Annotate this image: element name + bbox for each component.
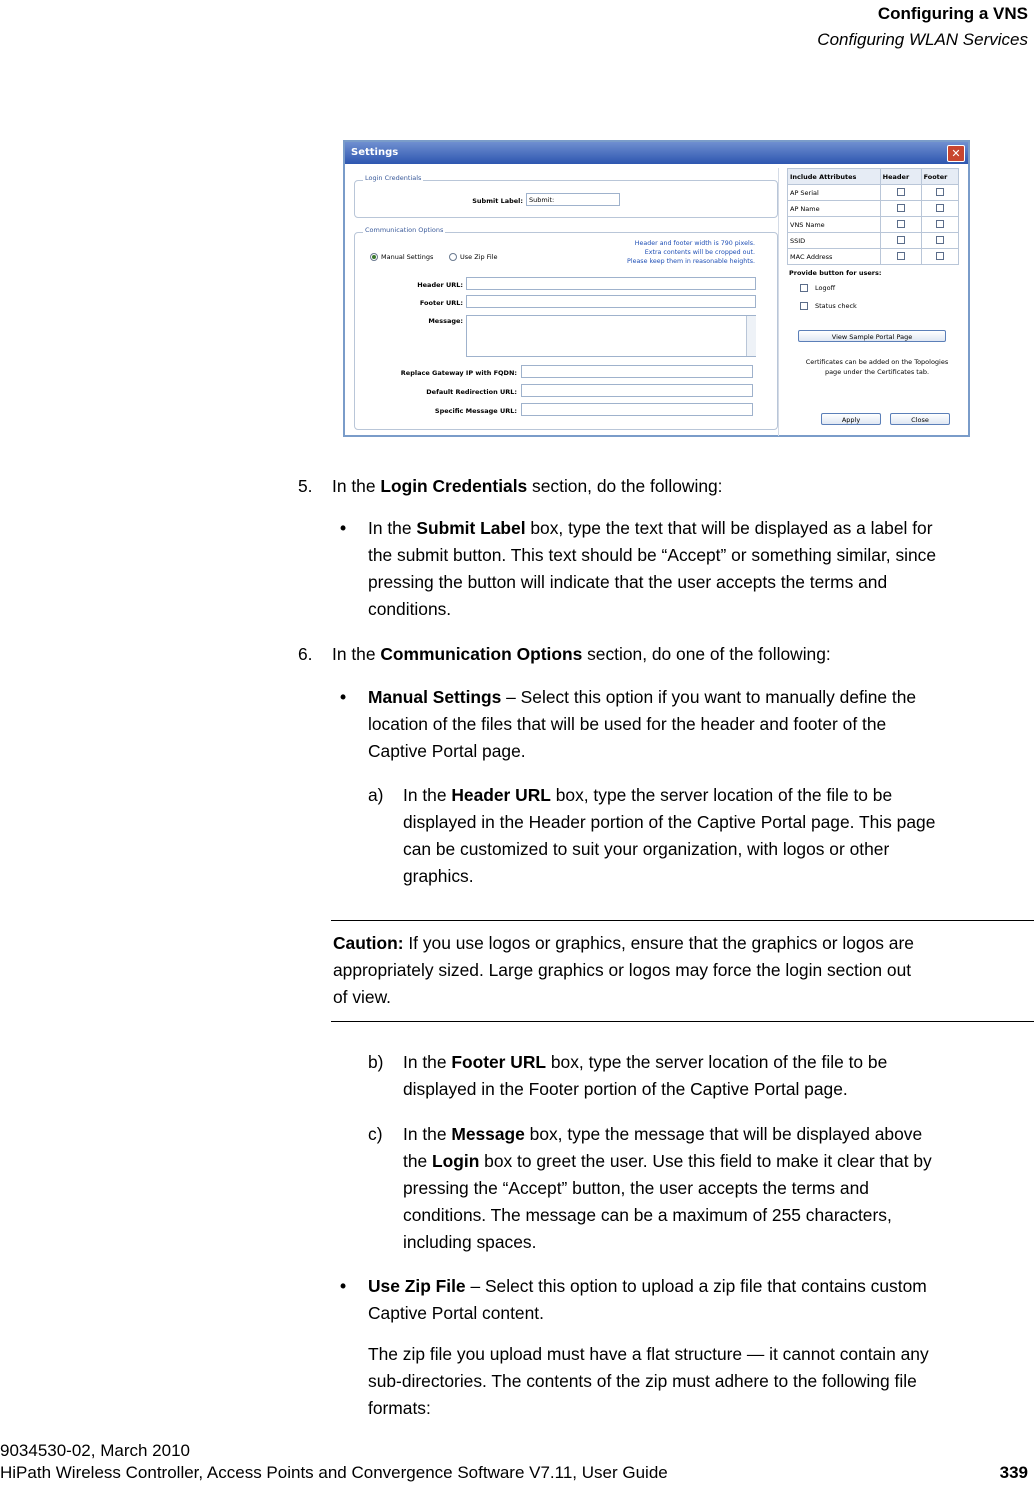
attr-header: Header	[880, 169, 921, 185]
bullet: •	[340, 518, 347, 538]
close-icon[interactable]: ✕	[947, 145, 965, 162]
substep-b-label: b)	[368, 1052, 384, 1072]
running-header-title: Configuring a VNS	[877, 4, 1028, 23]
zip-structure-line: formats:	[368, 1398, 431, 1418]
substep-c-label: c)	[368, 1124, 383, 1144]
attr-name: AP Name	[788, 201, 881, 217]
message-label: Message:	[428, 317, 463, 325]
message-scrollbar[interactable]	[746, 316, 756, 356]
footer-guide-title: HiPath Wireless Controller, Access Points and Convergence Software V7.11, User Guide	[0, 1463, 668, 1482]
footer-url-input[interactable]	[466, 295, 756, 308]
header-url-para-line: graphics.	[403, 866, 474, 886]
bullet: •	[340, 1276, 347, 1296]
login-credentials-label: Login Credentials	[365, 174, 422, 182]
bullet: •	[340, 687, 347, 707]
replace-gateway-input[interactable]	[521, 365, 753, 378]
caution-line: of view.	[333, 987, 391, 1007]
step-6-text: In the Communication Options section, do one of the following:	[332, 644, 831, 664]
zip-structure-line: The zip file you upload must have a flat structure — it cannot contain any	[368, 1344, 929, 1364]
zip-para-line: Use Zip File – Select this option to upload a zip file that contains custom	[368, 1276, 927, 1296]
replace-gateway-label: Replace Gateway IP with FQDN:	[400, 369, 517, 377]
submit-label-para-line: In the Submit Label box, type the text that will be displayed as a label for	[368, 518, 933, 538]
size-note	[565, 239, 755, 266]
logoff-checkbox[interactable]	[800, 284, 808, 292]
footer-checkbox[interactable]	[936, 204, 944, 212]
header-checkbox[interactable]	[897, 220, 905, 228]
header-url-para-line: displayed in the Header portion of the Captive Portal page. This page	[403, 812, 936, 832]
size-note-line: Extra contents will be cropped out.	[644, 249, 755, 256]
table-row	[788, 201, 959, 217]
message-para-line: the Login box to greet the user. Use this field to make it clear that by	[403, 1151, 932, 1171]
message-para-line: In the Message box, type the message that will be displayed above	[403, 1124, 923, 1144]
attr-name: AP Serial	[788, 185, 881, 201]
default-redirection-label: Default Redirection URL:	[426, 388, 517, 396]
logoff-label: Logoff	[815, 284, 836, 292]
default-redirection-input[interactable]	[521, 384, 753, 397]
footer-url-label: Footer URL:	[419, 299, 463, 307]
certificates-note-1: Certificates can be added on the Topologies	[805, 358, 949, 366]
footer-checkbox[interactable]	[936, 188, 944, 196]
step-5-text: In the Login Credentials section, do the following:	[332, 476, 723, 496]
table-row	[788, 217, 959, 233]
attr-header: Footer	[921, 169, 958, 185]
dialog-title-bar	[345, 142, 968, 164]
footer-checkbox[interactable]	[936, 252, 944, 260]
footer-doc-id: 9034530-02, March 2010	[0, 1441, 190, 1460]
running-header-subtitle: Configuring WLAN Services	[817, 30, 1028, 49]
header-url-para-line: In the Header URL box, type the server location of the file to be	[403, 785, 893, 805]
table-row	[788, 249, 959, 265]
message-textarea[interactable]	[466, 315, 756, 357]
footer-url-para-line: displayed in the Footer portion of the Captive Portal page.	[403, 1079, 848, 1099]
provide-buttons-label: Provide button for users:	[789, 269, 882, 277]
manual-settings-para-line: Captive Portal page.	[368, 741, 526, 761]
footer-checkbox[interactable]	[936, 236, 944, 244]
view-sample-portal-button[interactable]: View Sample Portal Page	[798, 330, 946, 342]
manual-settings-label: Manual Settings	[381, 253, 434, 261]
use-zip-file-radio[interactable]	[449, 253, 457, 261]
manual-settings-para-line: Manual Settings – Select this option if you want to manually define the	[368, 687, 917, 707]
submit-label-para-line: conditions.	[368, 599, 452, 619]
manual-settings-para-line: location of the files that will be used for the header and footer of the	[368, 714, 887, 734]
step-6-number: 6.	[298, 644, 313, 664]
attr-name: VNS Name	[788, 217, 881, 233]
include-attributes-table	[787, 168, 959, 265]
message-para-line: conditions. The message can be a maximum of 255 characters,	[403, 1205, 892, 1225]
zip-para-line: Captive Portal content.	[368, 1303, 544, 1323]
header-url-input[interactable]	[466, 277, 756, 290]
size-note-line: Header and footer width is 790 pixels.	[634, 240, 755, 247]
table-row	[788, 233, 959, 249]
specific-message-label: Specific Message URL:	[434, 407, 517, 415]
footer-checkbox[interactable]	[936, 220, 944, 228]
attr-name: MAC Address	[788, 249, 881, 265]
attr-header: Include Attributes	[788, 169, 881, 185]
message-para-line: pressing the “Accept” button, the user accepts the terms and	[403, 1178, 869, 1198]
status-check-label: Status check	[815, 302, 857, 310]
submit-label-para-line: the submit button. This text should be “Accept” or something similar, since	[368, 545, 937, 565]
manual-settings-radio[interactable]	[370, 253, 378, 261]
apply-button[interactable]: Apply	[821, 413, 881, 425]
use-zip-file-label: Use Zip File	[460, 253, 498, 261]
header-checkbox[interactable]	[897, 236, 905, 244]
page-number: 339	[999, 1463, 1028, 1482]
substep-a-label: a)	[368, 785, 384, 805]
submit-label-caption: Submit Label:	[472, 197, 523, 205]
footer-url-para-line: In the Footer URL box, type the server location of the file to be	[403, 1052, 888, 1072]
header-checkbox[interactable]	[897, 204, 905, 212]
table-row	[788, 185, 959, 201]
attr-name: SSID	[788, 233, 881, 249]
communication-options-label: Communication Options	[365, 226, 444, 234]
caution-line: appropriately sized. Large graphics or logos may force the login section out	[333, 960, 912, 980]
header-checkbox[interactable]	[897, 188, 905, 196]
close-button[interactable]: Close	[890, 413, 950, 425]
dialog-title: Settings	[351, 147, 399, 158]
message-para-line: including spaces.	[403, 1232, 537, 1252]
header-url-label: Header URL:	[417, 281, 463, 289]
size-note-line: Please keep them in reasonable heights.	[627, 258, 755, 265]
submit-label-para-line: pressing the button will indicate that the user accepts the terms and	[368, 572, 888, 592]
specific-message-input[interactable]	[521, 403, 753, 416]
step-5-number: 5.	[298, 476, 313, 496]
header-checkbox[interactable]	[897, 252, 905, 260]
status-check-checkbox[interactable]	[800, 302, 808, 310]
panel-divider	[778, 168, 779, 436]
zip-structure-line: sub-directories. The contents of the zip must adhere to the following file	[368, 1371, 917, 1391]
certificates-note-2: page under the Certificates tab.	[824, 368, 930, 376]
caution-line: Caution: If you use logos or graphics, ensure that the graphics or logos are	[333, 933, 914, 953]
submit-label-input[interactable]: Submit:	[526, 193, 620, 206]
settings-dialog	[343, 140, 970, 437]
header-url-para-line: can be customized to suit your organization, with logos or other	[403, 839, 890, 859]
